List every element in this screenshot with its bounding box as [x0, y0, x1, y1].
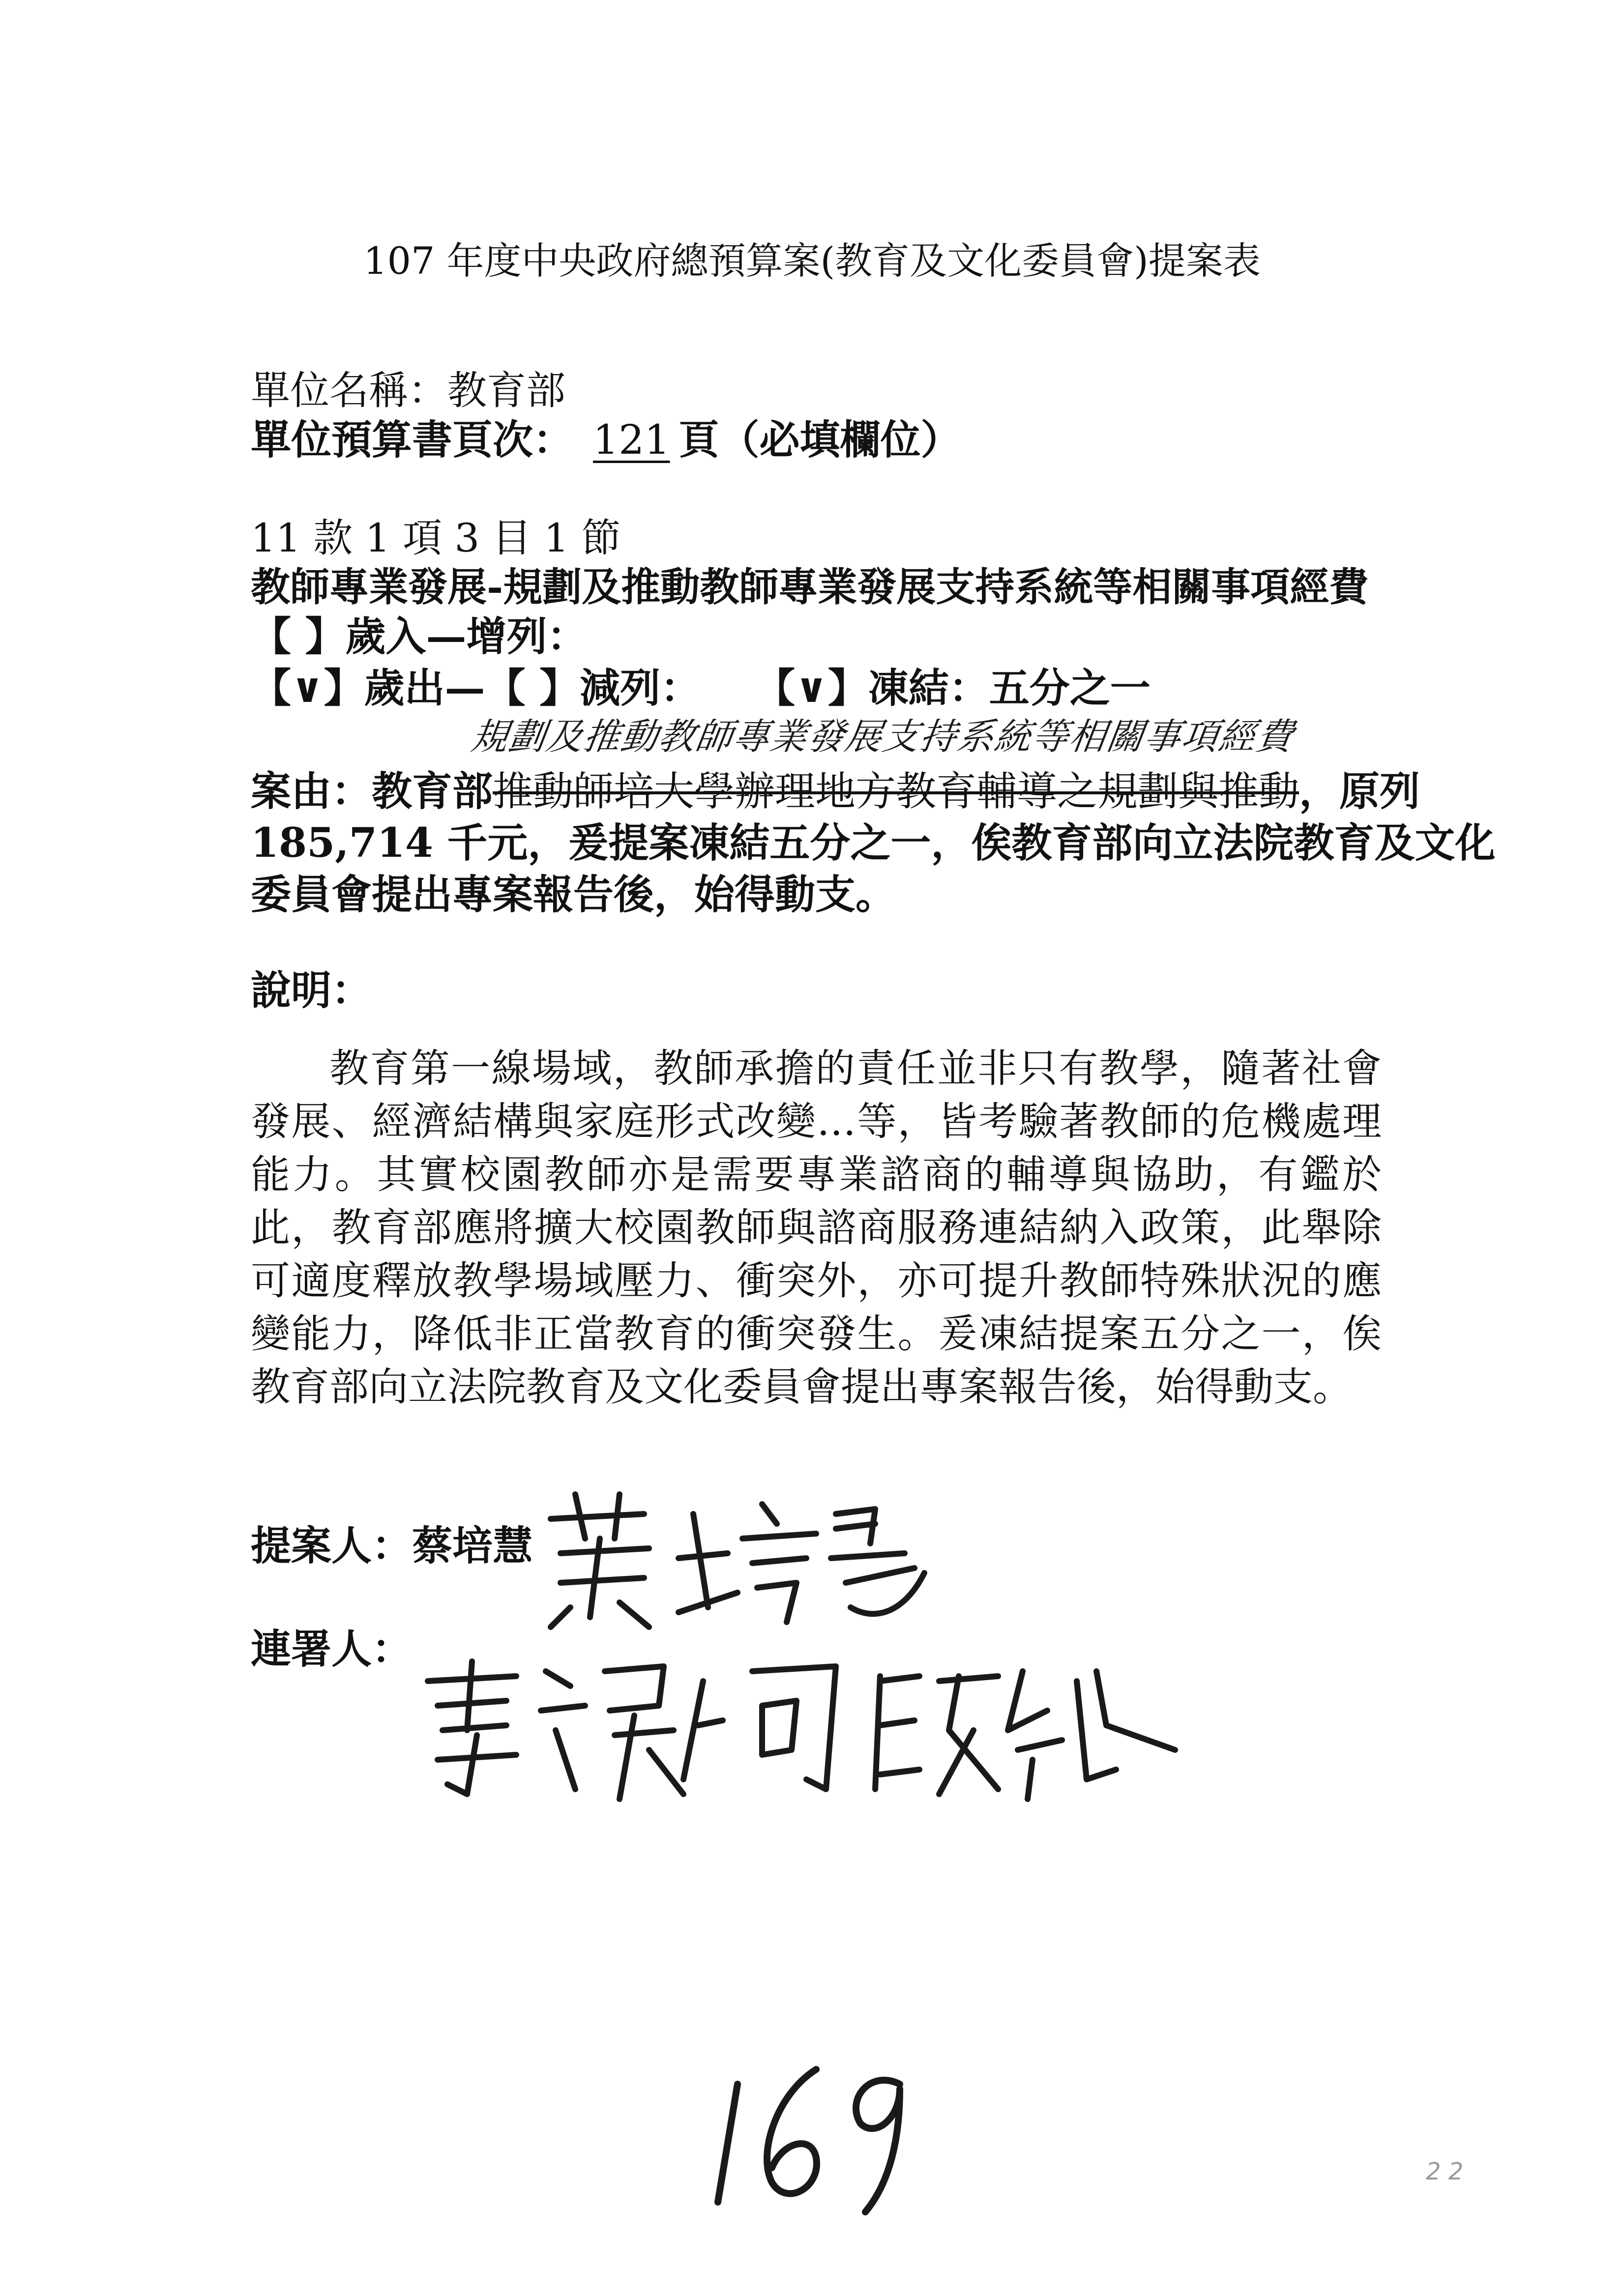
cosigner-signatures [408, 1652, 1205, 1819]
case-struck-text: 推動師培大學辦理地方教育輔導之規劃與推動 [493, 768, 1299, 815]
proposer-name: 蔡培慧 [412, 1522, 533, 1569]
item-name: 教師專業發展-規劃及推動教師專業發展支持系統等相關事項經費 [251, 564, 1369, 610]
proposer-signature-strokes [531, 1484, 934, 1632]
budget-page-row [251, 408, 961, 465]
explain-body: 教育第一線場域，教師承擔的責任並非只有教學，隨著社會發展、經濟結構與家庭形式改變…等，皆考驗著教師的危機處理能力。其實校園教師亦是需要專業諮商的輔導與協助，有鑑於此，教育部應將擴大校園教師與諮商服務連結納入政策，此舉除可適度釋放教學場域壓力、衝突外，亦可提升教師特殊狀況的應變能力，降低非正當教育的衝突發生。爰凍結提案五分之一，俟教育部向立法院教育及文化委員會提出專案報告後，始得動支。 [251, 1046, 1382, 1410]
explain-label: 說明： [251, 967, 372, 1014]
revenue-line: 【 】歲入—增列： [251, 613, 588, 660]
budget-code: 11 款 1 項 3 目 1 節 [251, 515, 621, 561]
handwritten-insert: 規劃及推動教師專業發展支持系統等相關事項經費 [469, 716, 1297, 758]
case-label: 案由：教育部 [251, 768, 493, 815]
case-line-2: 185,714 千元，爰提案凍結五分之一，俟教育部向立法院教育及文化 [251, 819, 1496, 867]
expenditure-line [251, 656, 1151, 714]
unit-label: 單位名稱： [251, 368, 447, 413]
corner-mark: 2 2 [1426, 2158, 1464, 2185]
unit-row [251, 359, 565, 415]
expenditure-reduce: 【∨】歲出—【 】減列： [251, 665, 701, 712]
case-line-3: 委員會提出專案報告後，始得動支。 [251, 871, 896, 918]
expenditure-freeze: 【∨】凍結：五分之一 [755, 665, 1151, 712]
case-line-1 [251, 759, 1420, 817]
budget-page-label: 單位預算書頁次： [251, 416, 574, 464]
unit-value: 教育部 [447, 368, 565, 413]
budget-page-number: 121 [593, 417, 670, 464]
cosigner-label: 連署人： [251, 1626, 413, 1673]
proposer-row [251, 1514, 533, 1571]
budget-page-suffix: 頁（必填欄位） [679, 416, 961, 464]
proposer-label: 提案人： [251, 1522, 413, 1569]
form-title: 107 年度中央政府總預算案(教育及文化委員會)提案表 [363, 239, 1261, 283]
case-rest: ，原列 [1299, 768, 1420, 815]
page-number-handwritten [703, 2055, 919, 2217]
